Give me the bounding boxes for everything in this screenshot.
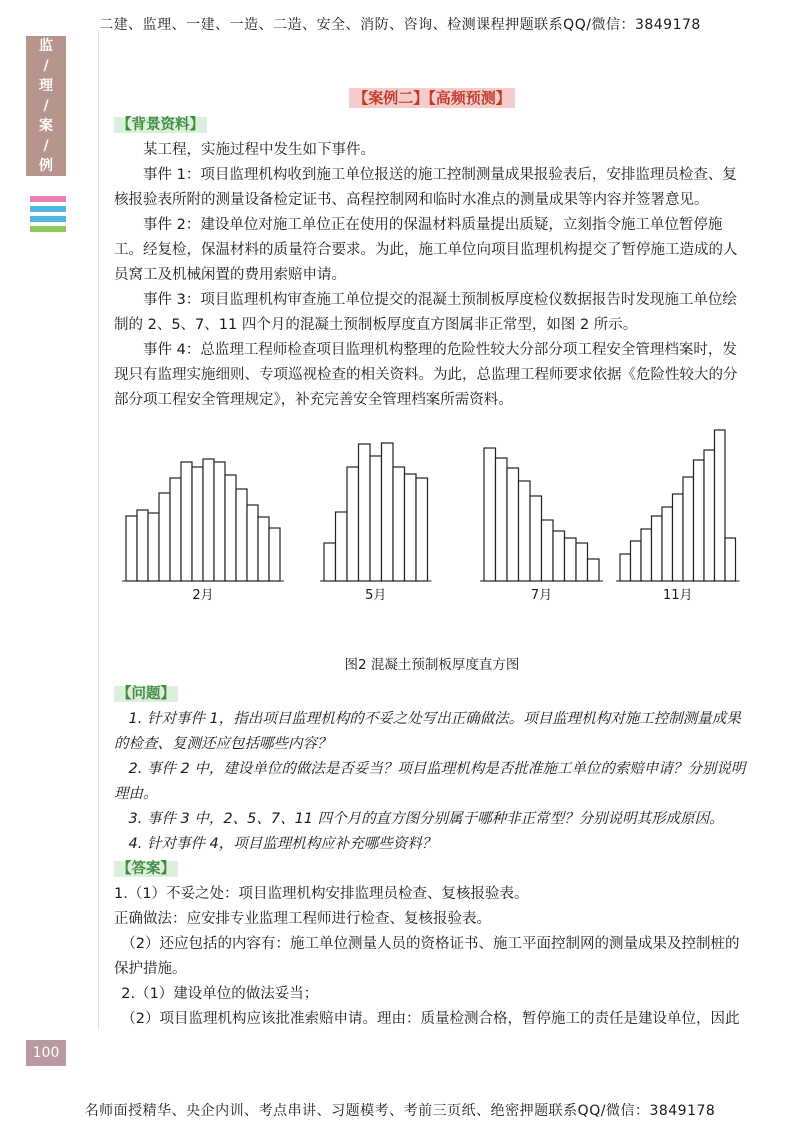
histogram-bar [126,516,137,581]
histogram-bar [170,478,181,581]
questions-heading: 【问题】 [114,682,750,707]
background-paragraph: 事件 4：总监理工程师检查项目监理机构整理的危险性较大分部分项工程安全管理档案时，发现只有监理实施细则、专项巡视检查的相关资料。为此，总监理工程师要求依据《危险性较大的分部分项工程安全管理规定》，补充完善安全管理档案所需资料。 [114,342,738,408]
histogram-bar [620,554,631,581]
histogram-bar [181,462,192,581]
background-paragraph: 事件 1：项目监理机构收到施工单位报送的施工控制测量成果报验表后，安排监理员检查、复核报验表所附的测量设备检定证书、高程控制网和临时水准点的测量成果等内容并签署意见。 [114,167,737,208]
side-tab-char: 案 [39,118,53,134]
histogram-bar [225,475,236,581]
histogram-bar [159,493,170,581]
side-color-bar [30,196,66,202]
histogram-bar [347,467,359,581]
histogram-bar [496,458,508,581]
footer-banner: 名师面授精华、央企内训、考点串讲、习题模考、考前三页纸、绝密押题联系QQ/微信：3849178 [84,1103,716,1119]
side-tab-char: / [43,138,49,154]
page-content [114,86,750,1032]
answer-line: 正确做法：应安排专业监理工程师进行检查、复核报验表。 [114,911,491,927]
histogram-bar [519,481,531,581]
answer-line: 1.（1）不妥之处：项目监理机构安排监理员检查、复核报验表。 [114,886,529,902]
histogram-bar [393,467,405,581]
histogram-bar [203,459,214,581]
side-color-bars [30,196,66,236]
histogram-bar [565,538,577,581]
side-color-bar [30,226,66,232]
side-tab-char: 例 [39,158,53,174]
histogram-bar [694,460,705,581]
section-side-tab [26,36,66,176]
answer-line: （2）项目监理机构应该批准索赔申请。理由：质量检测合格，暂停施工的责任是建设单位，因此 [121,1011,740,1027]
background-paragraph: 事件 2：建设单位对施工单位正在使用的保温材料质量提出质疑，立刻指令施工单位暂停施工。经复检，保温材料的质量符合要求。为此，施工单位向项目监理机构提交了暂停施工造成的人员窝工及机械闲置的费用索赔申请。 [114,217,738,283]
histogram-bar [673,494,684,581]
question-item: 1. 针对事件 1，指出项目监理机构的不妥之处写出正确做法。项目监理机构对施工控制测量成果的检查、复测还应包括哪些内容？ [114,711,741,752]
side-tab-char: 理 [39,78,53,94]
side-tab-char: / [43,98,49,114]
histogram-bar [382,443,394,581]
histogram-bar [247,505,258,581]
histogram-month-label: 5月 [365,588,387,603]
histogram-bar [405,474,417,581]
case-title: 【案例二】【高频预测】 [114,86,750,111]
histogram-bar [148,513,159,581]
histogram-bar [269,528,280,581]
question-item: 2. 事件 2 中，建设单位的做法是否妥当？项目监理机构是否批准施工单位的索赔申请？分别说明理由。 [114,761,746,802]
histogram-bar [359,444,371,581]
figure-caption: 图2 混凝土预制板厚度直方图 [344,657,520,673]
answer-line: （2）还应包括的内容有：施工单位测量人员的资格证书、施工平面控制网的测量成果及控制桩的保护措施。 [114,936,740,977]
background-paragraph: 某工程，实施过程中发生如下事件。 [143,142,375,158]
histogram-bar [588,559,600,581]
histogram-bar [236,489,247,581]
answer-line: 2.（1）建设单位的做法妥当； [121,986,319,1002]
histogram-bar [530,496,542,581]
histogram-bar [214,462,225,581]
histogram-bar [416,478,428,581]
histogram-month-label: 2月 [192,588,214,603]
page-number: 100 [26,1040,66,1066]
question-item: 3. 事件 3 中，2、5、7、11 四个月的直方图分别属于哪种非正常型？分别说明其形成原因。 [128,811,724,827]
side-tab-char: 监 [39,38,53,54]
background-heading: 【背景资料】 [114,113,750,138]
histogram-bar [704,450,715,581]
histogram-bar [507,468,519,581]
question-item: 4. 针对事件 4，项目监理机构应补充哪些资料？ [128,836,437,852]
side-divider [98,30,99,1030]
histogram-figure [114,421,750,651]
side-color-bar [30,206,66,212]
side-color-bar [30,216,66,222]
histogram-bar [137,510,148,581]
side-tab-char: / [43,58,49,74]
histogram-bar [192,467,203,581]
histogram-bar [715,430,726,581]
histogram-month-label: 11月 [662,588,693,603]
background-paragraph: 事件 3：项目监理机构审查施工单位提交的混凝土预制板厚度检仪数据报告时发现施工单位绘制的 2、5、7、11 四个月的混凝土预制板厚度直方图属非正常型，如图 2 所示。 [114,292,737,333]
histogram-bar [662,507,673,581]
histogram-bar [336,512,348,581]
histogram-bar [641,529,652,581]
histogram-bar [258,517,269,581]
histogram-chart [114,421,750,621]
histogram-bar [683,477,694,581]
header-banner: 二建、监理、一建、一造、二造、安全、消防、咨询、检测课程押题联系QQ/微信：3849178 [99,17,701,33]
histogram-bar [725,538,736,581]
histogram-month-label: 7月 [530,588,553,603]
histogram-bar [631,541,642,581]
histogram-bar [542,520,554,581]
histogram-bar [370,456,382,581]
histogram-bar [324,543,336,581]
histogram-bar [553,531,565,581]
answers-heading: 【答案】 [114,857,750,882]
histogram-bar [484,448,496,581]
histogram-bar [576,543,588,581]
histogram-bar [652,516,663,581]
